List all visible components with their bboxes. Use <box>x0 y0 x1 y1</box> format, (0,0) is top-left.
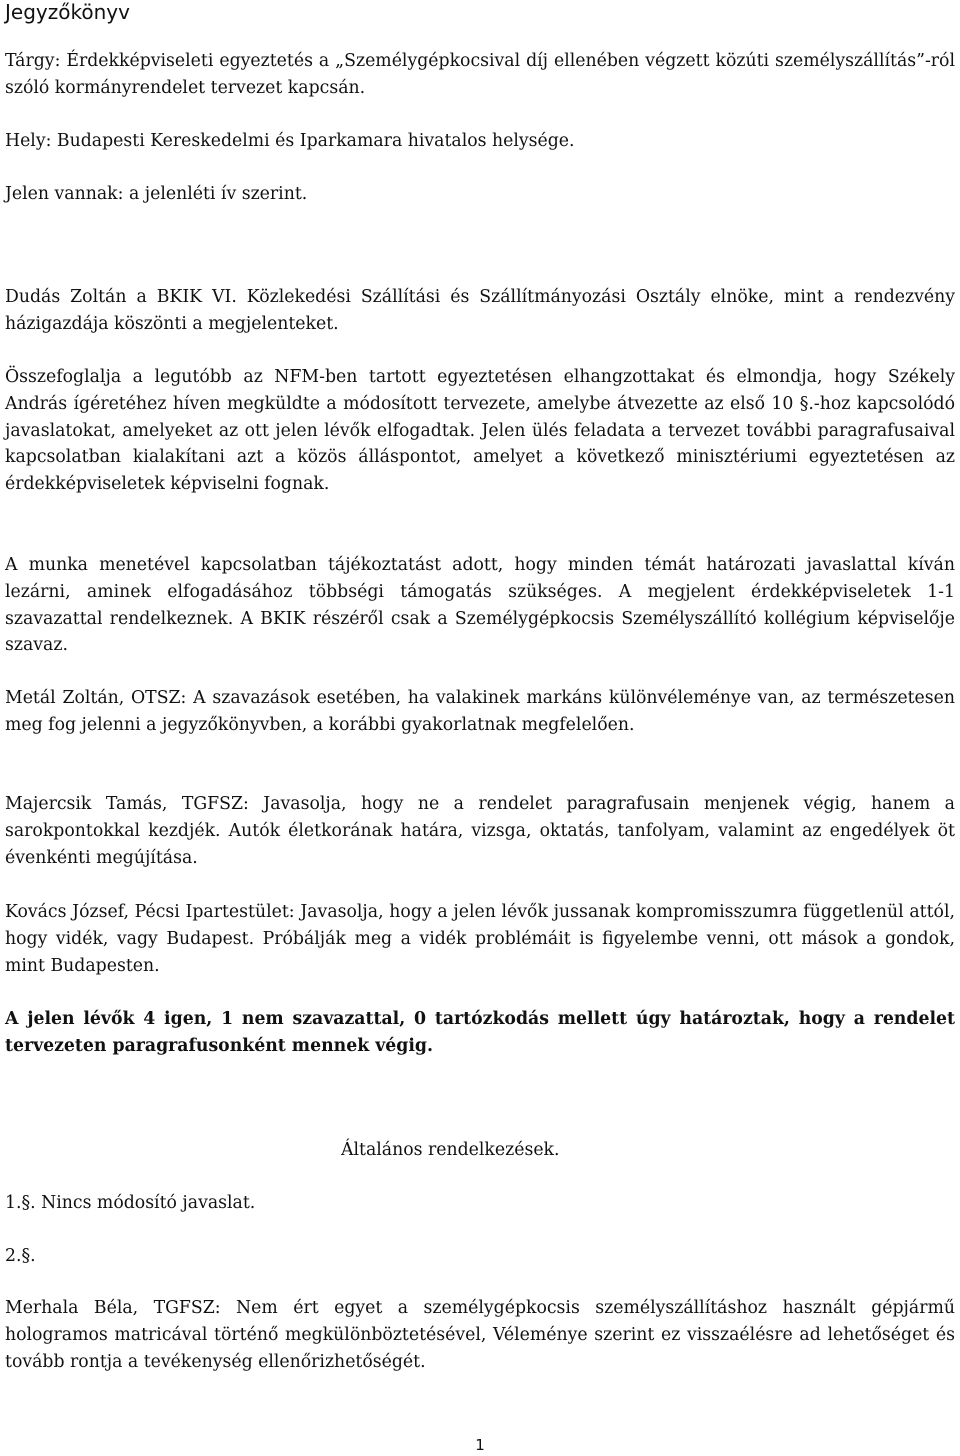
kovacs-statement-paragraph: Kovács József, Pécsi Ipartestület: Javasolja, hogy a jelen lévők jussanak kompromisszumra függetlenül attól, hogy vidék, vagy Budapest. Próbálják meg a vidék problémáit is figyelembe venni, ott mások a gondok, mint Budapesten. <box>5 902 955 976</box>
subject-paragraph: Tárgy: Érdekképviseleti egyeztetés a „Személygépkocsival díj ellenében végzett közúti személyszállítás”-ról szóló kormányrendelet tervezet kapcsán. <box>5 51 955 98</box>
attendees-paragraph: Jelen vannak: a jelenléti ív szerint. <box>5 184 308 204</box>
document-title: Jegyzőkönyv <box>5 0 130 24</box>
opening-paragraph: Dudás Zoltán a BKIK VI. Közlekedési Szállítási és Szállítmányozási Osztály elnöke, mint a rendezvény házigazdája köszönti a megjelenteket. <box>5 287 955 334</box>
summary-paragraph: Összefoglalja a legutóbb az NFM-ben tartott egyeztetésen elhangzottakat és elmondja, hogy Székely András ígéretéhez híven megküldte a módosított tervezete, amelybe átvezette az első 10 §.-hoz kapcsolódó javaslatokat, amelyeket az ott jelen lévők elfogadtak. Jelen ülés feladata a tervezet további paragrafusaival kapcsolatban kialakítani azt a közös álláspontot, amelyet a következő minisztériumi egyeztetésen az érdekképviseletek képviselni fognak. <box>5 367 955 495</box>
location-paragraph: Hely: Budapesti Kereskedelmi és Iparkamara hivatalos helysége. <box>5 131 575 151</box>
metal-statement-paragraph: Metál Zoltán, OTSZ: A szavazások esetében, ha valakinek markáns különvéleménye van, az természetesen meg fog jelenni a jegyzőkönyvben, a korábbi gyakorlatnak megfelelően. <box>5 688 955 735</box>
section-item-2: 2.§. <box>5 1246 36 1266</box>
resolution-paragraph: A jelen lévők 4 igen, 1 nem szavazattal, 0 tartózkodás mellett úgy határoztak, hogy a rendelet tervezeten paragrafusonként mennek végig. <box>5 1009 955 1056</box>
majercsik-statement-paragraph: Majercsik Tamás, TGFSZ: Javasolja, hogy ne a rendelet paragrafusain menjenek végig, hanem a sarokpontokkal kezdjék. Autók életkorának határa, vizsga, oktatás, tanfolyam, valamint az engedélyek öt évenkénti megújítása. <box>5 794 955 868</box>
procedure-paragraph: A munka menetével kapcsolatban tájékoztatást adott, hogy minden témát határozati javaslattal kíván lezárni, aminek elfogadásához többségi támogatás szükséges. A megjelent érdekképviseletek 1-1 szavazattal rendelkeznek. A BKIK részéről csak a Személygépkocsis Személyszállító kollégium képviselője szavaz. <box>5 555 955 656</box>
merhala-statement-paragraph: Merhala Béla, TGFSZ: Nem ért egyet a személygépkocsis személyszállításhoz használt gépjármű hologramos matricával történő megkülönböztetésével, Véleménye szerint ez visszaélésre ad lehetőséget és tovább rontja a tevékenység ellenőrizhetőségét. <box>5 1298 955 1372</box>
page-number: 1 <box>475 1436 485 1454</box>
section-heading: Általános rendelkezések. <box>341 1140 560 1160</box>
section-item-1: 1.§. Nincs módosító javaslat. <box>5 1193 256 1213</box>
